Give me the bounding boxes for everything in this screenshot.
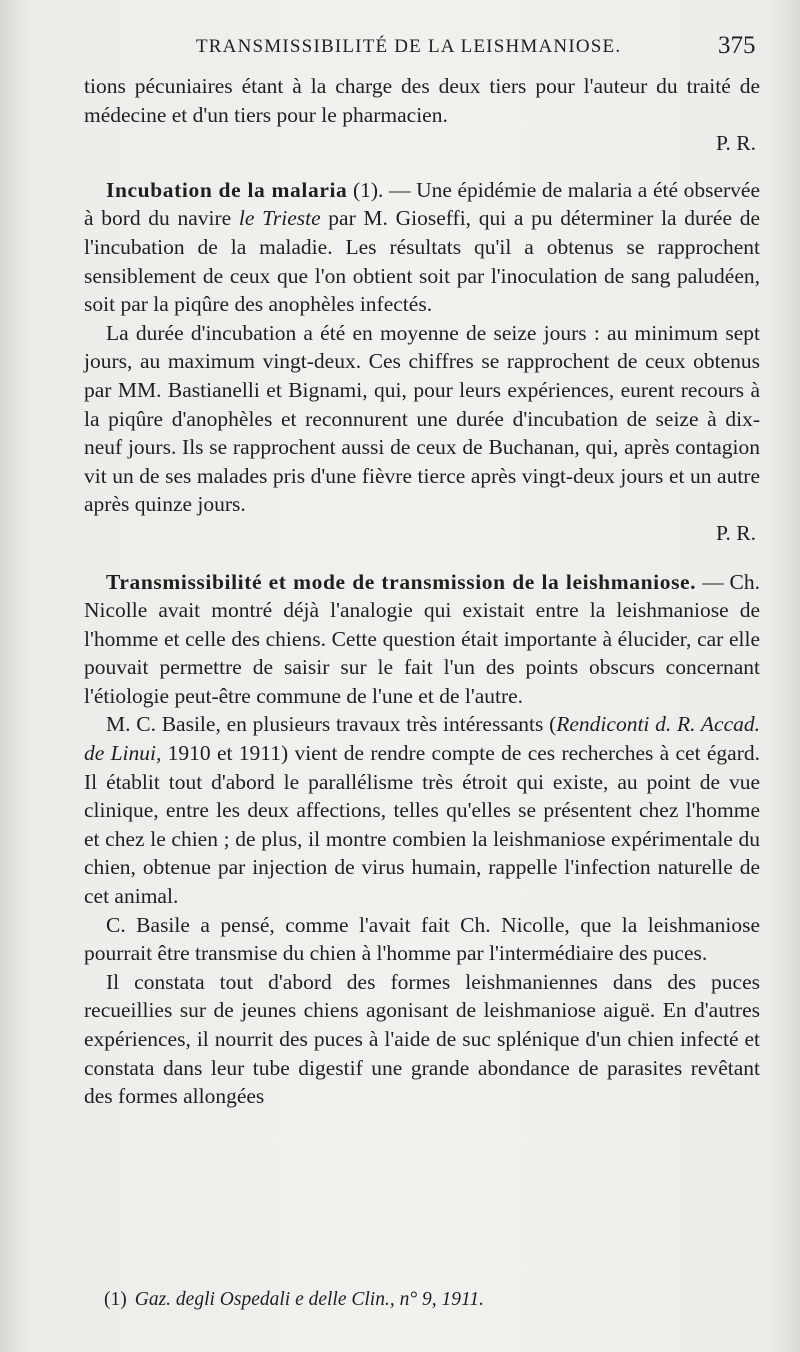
malaria-lead-text: par M. Gioseffi, qui a pu déterminer la durée de l'incubation de la maladie. Les résultats qu'il a obtenus se rapprochent sensiblement de ceux que l'on obtient soit par l'inoculation de sang paludéen, soit par la piqûre des anophèles infectés. [84, 206, 760, 317]
signature: P. R. [715, 131, 756, 156]
heading-suffix: (1). — Une épidémie de malaria a été observée à bord du navire [84, 177, 760, 231]
malaria-paragraph: La durée d'incubation a été en moyenne de seize jours : au minimum sept jours, au maximum vingt-deux. Ces chiffres se rapprochent de ceux obtenus par MM. Bastianelli et Bignami, qui, pour leurs expériences, eurent recours à la piqûre d'anophèles et reconnurent une durée d'incubation de seize à dix-neuf jours. Ils se rapprochent aussi de ceux de Buchanan, qui, après contagion vit un de ses malades pris d'une fièvre tierce après vingt-deux jours et un autre après quinze jours. [84, 320, 760, 517]
footnote-text: Gaz. degli Ospedali e delle Clin., n° 9, 1911. [134, 1289, 484, 1310]
page-number: 375 [718, 32, 756, 59]
section-heading-malaria: Incubation de la malaria [106, 177, 348, 202]
running-title: TRANSMISSIBILITÉ DE LA LEISHMANIOSE. [196, 36, 622, 57]
page-body [84, 72, 760, 1111]
malaria-lead-paragraph [84, 176, 760, 319]
basile-text-start: M. C. Basile, en plusieurs travaux très intéressants ( [106, 712, 557, 737]
ship-name: le Trieste [238, 206, 321, 231]
signature: P. R. [715, 520, 756, 545]
footnote [104, 1289, 484, 1311]
footnote-mark: (1) [104, 1289, 127, 1310]
fleas-paragraph: Il constata tout d'abord des formes leishmaniennes dans des puces recueillies sur de jeunes chiens agonisant de leishmaniose aiguë. En d'autres expériences, il nourrit des puces à l'aide de suc splénique d'un chien infecté et constata dans leur tube digestif une grande abondance de parasites revêtant des formes allongées [84, 969, 760, 1109]
page-header [0, 32, 800, 66]
citation: Rendiconti d. R. Accad. de Linui, [84, 712, 760, 766]
basile-hypothesis-paragraph: C. Basile a pensé, comme l'avait fait Ch. Nicolle, que la leishmaniose pourrait être transmise du chien à l'homme par l'intermédiaire des puces. [84, 912, 760, 966]
basile-paragraph [84, 710, 760, 910]
basile-text-rest: 1910 et 1911) vient de rendre compte de ces recherches à cet égard. Il établit tout d'abord le parallélisme très étroit qui existe, au point de vue clinique, entre les deux affections, telles qu'elles se présentent chez l'homme et chez le chien ; de plus, il montre combien la leishmaniose expérimentale du chien, obtenue par injection de virus humain, rappelle l'infection naturelle de cet animal. [84, 741, 760, 909]
section-heading-leishmaniose: Transmissibilité et mode de transmission de la leishmaniose. [106, 569, 697, 594]
continuation-paragraph: tions pécuniaires étant à la charge des deux tiers pour l'auteur du traité de médecine et d'un tiers pour le pharmacien. [84, 74, 760, 127]
leishmaniose-lead-text: — Ch. Nicolle avait montré déjà l'analogie qui existait entre la leishmaniose de l'homme et celle des chiens. Cette question était importante à élucider, car elle pouvait permettre de saisir sur le fait l'un des points obscurs concernant l'étiologie peut-être commune de l'une et de l'autre. [84, 569, 760, 708]
leishmaniose-lead-paragraph [84, 568, 760, 711]
